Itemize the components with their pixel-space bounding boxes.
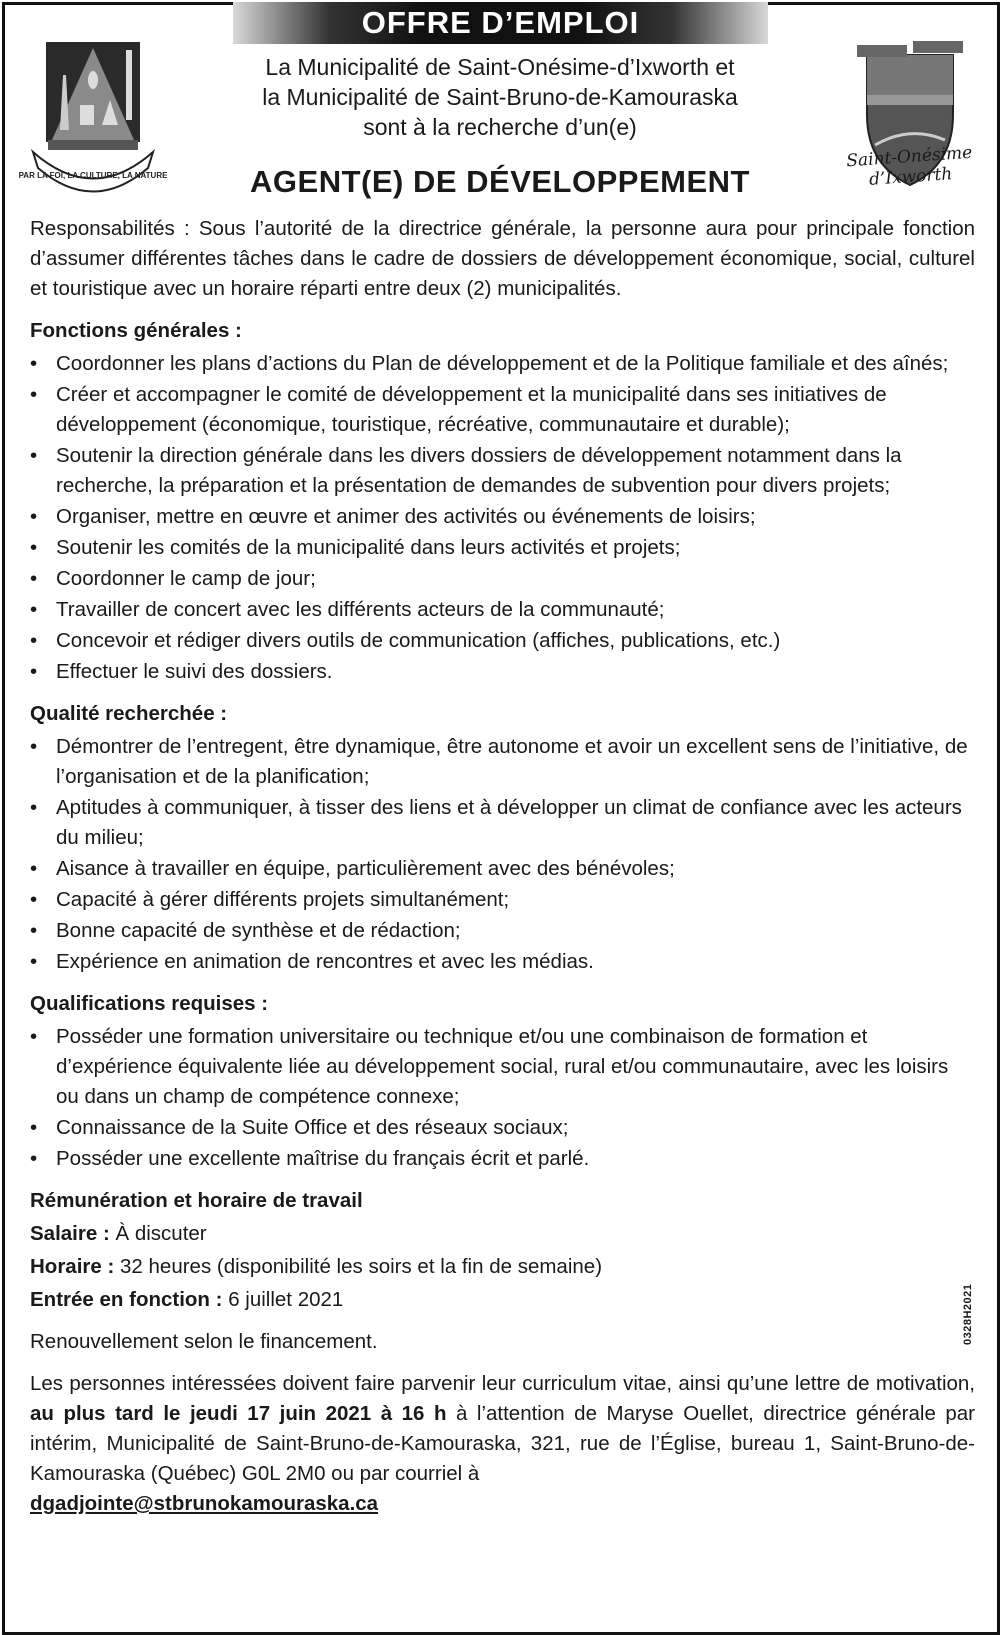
section-title-qualifications: Qualifications requises : <box>30 992 269 1015</box>
start-date-row <box>30 1285 975 1315</box>
coat-of-arms-saint-bruno-icon <box>18 40 168 190</box>
start-date-label: Entrée en fonction : <box>30 1288 223 1311</box>
list-item: • Expérience en animation de rencontres et avec les médias. <box>30 947 975 977</box>
application-deadline: au plus tard le jeudi 17 juin 2021 à 16 h <box>30 1402 447 1425</box>
section-title-qualite: Qualité recherchée : <box>30 702 228 725</box>
application-text <box>30 1369 975 1489</box>
saint-bruno-logo <box>18 40 168 190</box>
start-date-value: 6 juillet 2021 <box>228 1288 344 1311</box>
intro-line: sont à la recherche d’un(e) <box>363 114 637 140</box>
salary-row <box>30 1219 975 1249</box>
list-item: • Coordonner le camp de jour; <box>30 564 975 594</box>
banner-title: OFFRE D’EMPLOI <box>361 5 640 40</box>
schedule-row <box>30 1252 975 1282</box>
schedule-label: Horaire : <box>30 1255 115 1278</box>
list-item: • Aptitudes à communiquer, à tisser des liens et à développer un climat de confiance avec les acteurs du milieu; <box>30 793 975 853</box>
intro-line: la Municipalité de Saint-Bruno-de-Kamouraska <box>262 84 738 110</box>
salary-label: Salaire : <box>30 1222 110 1245</box>
list-item: • Soutenir la direction générale dans les divers dossiers de développement notamment dans la recherche, la préparation et la présentation de demandes de subvention pour divers projets; <box>30 441 975 501</box>
list-item: • Coordonner les plans d’actions du Plan de développement et de la Politique familiale et des aînés; <box>30 349 975 379</box>
intro-text <box>200 52 800 142</box>
saint-onesime-logo <box>845 35 975 205</box>
section-title-fonctions: Fonctions générales : <box>30 319 242 342</box>
list-item: • Concevoir et rédiger divers outils de communication (affiches, publications, etc.) <box>30 626 975 656</box>
list-item: • Soutenir les comités de la municipalité dans leurs activités et projets; <box>30 533 975 563</box>
job-title: AGENT(E) DE DÉVELOPPEMENT <box>250 164 750 199</box>
list-item: • Organiser, mettre en œuvre et animer des activités ou événements de loisirs; <box>30 502 975 532</box>
list-item: • Bonne capacité de synthèse et de rédaction; <box>30 916 975 946</box>
list-item: • Capacité à gérer différents projets simultanément; <box>30 885 975 915</box>
logo-caption: d’Ixworth <box>868 164 953 190</box>
list-item: • Démontrer de l’entregent, être dynamique, être autonome et avoir un excellent sens de l’initiative, de l’organisation et de la planification; <box>30 732 975 792</box>
ad-body <box>30 214 975 1519</box>
qualite-list <box>30 732 975 977</box>
responsibilities-text: Responsabilités : Sous l’autorité de la directrice générale, la personne aura pour principale fonction d’assumer différentes tâches dans le cadre de dossiers de développement économique, social, culturel et touristique avec un horaire réparti entre deux (2) municipalités. <box>30 217 975 300</box>
list-item: • Connaissance de la Suite Office et des réseaux sociaux; <box>30 1113 975 1143</box>
list-item: • Créer et accompagner le comité de développement et la municipalité dans ses initiatives de développement (économique, touristique, récréative, communautaire et durable); <box>30 380 975 440</box>
offer-banner <box>233 2 768 44</box>
intro-line: La Municipalité de Saint-Onésime-d’Ixworth et <box>265 54 735 80</box>
list-item: • Posséder une formation universitaire ou technique et/ou une combinaison de formation et d’expérience équivalente liée au développement social, rural et/ou communautaire, avec les loisirs ou dans un champ de compétence connexe; <box>30 1022 975 1112</box>
fonctions-list <box>30 349 975 687</box>
logo-caption: Saint-Onésime <box>845 142 973 172</box>
list-item: • Aisance à travailler en équipe, particulièrement avec des bénévoles; <box>30 854 975 884</box>
motto-text: PAR LA FOI, LA CULTURE, LA NATURE <box>18 171 168 180</box>
list-item: • Effectuer le suivi des dossiers. <box>30 657 975 687</box>
ad-code: 0328H2021 <box>962 1283 974 1345</box>
schedule-value: 32 heures (disponibilité les soirs et la fin de semaine) <box>120 1255 603 1278</box>
application-part1: Les personnes intéressées doivent faire parvenir leur curriculum vitae, ainsi qu’une lettre de motivation, <box>30 1372 975 1395</box>
qualifications-list <box>30 1022 975 1174</box>
list-item: • Travailler de concert avec les différents acteurs de la communauté; <box>30 595 975 625</box>
remuneration-title: Rémunération et horaire de travail <box>30 1189 363 1212</box>
renewal-text: Renouvellement selon le financement. <box>30 1330 378 1353</box>
contact-email-link[interactable]: dgadjointe@stbrunokamouraska.ca <box>30 1492 379 1515</box>
salary-value: À discuter <box>115 1222 207 1245</box>
list-item: • Posséder une excellente maîtrise du français écrit et parlé. <box>30 1144 975 1174</box>
application-part2: à l’attention de Maryse Ouellet, directrice générale par intérim, Municipalité de Saint-Bruno-de-Kamouraska, 321, rue de l’Église, bureau 1, Saint-Bruno-de-Kamouraska (Québec) G0L 2M0 ou par courriel à <box>30 1402 975 1485</box>
